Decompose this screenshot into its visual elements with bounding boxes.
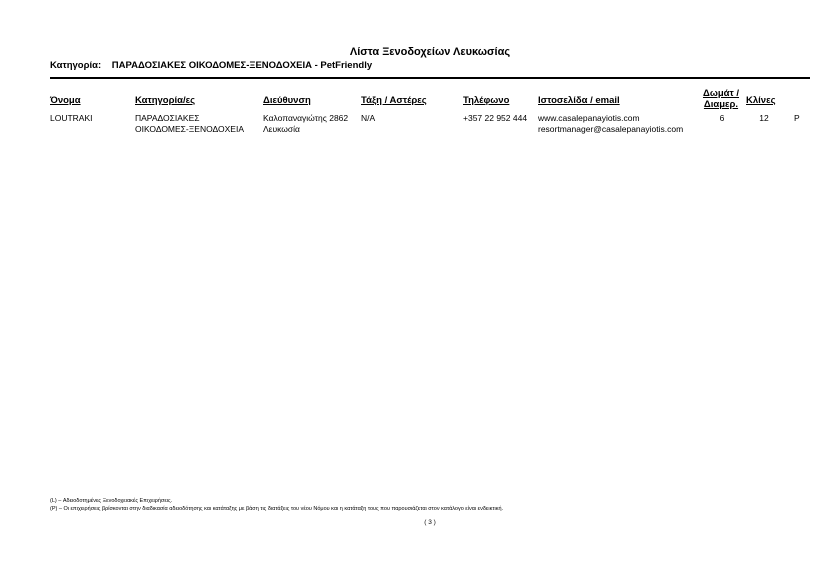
header-name: Όνομα [50,95,81,106]
row-website: www.casalepanayiotis.com [538,113,640,123]
row-category [135,113,244,135]
footnote-l: (L) – Αδειοδοτημένες Ξενοδοχειακές Επιχειρήσεις. [50,498,173,504]
category-label: Κατηγορία: [50,60,102,71]
row-name: LOUTRAKI [50,113,93,123]
footnotes [50,497,503,513]
row-rooms: 6 [719,113,725,123]
row-contact [538,113,683,135]
row-beds: 12 [759,113,769,123]
header-website: Ιστοσελίδα / email [538,95,620,106]
header-address: Διεύθυνση [263,95,311,106]
footnote-p: (P) – Οι επιχειρήσεις βρίσκονται στην διαδικασία αδειοδότησης και κατάταξης με βάση τις διατάξεις του νέου Νόμου και η κατάταξη τους που παρουσιάζεται στον κατάλογο είναι ενδεικτική. [50,506,504,512]
header-beds: Κλίνες [746,95,776,106]
category-line [50,60,372,71]
header-rank: Τάξη / Αστέρες [361,95,427,106]
row-email: resortmanager@casalepanayiotis.com [538,124,684,134]
row-category-line1: ΠΑΡΑΔΟΣΙΑΚΕΣ [135,113,200,123]
page-number: ( 3 ) [424,519,436,526]
header-rooms: Δωμάτ / Διαμερ. [702,88,740,110]
row-phone: +357 22 952 444 [463,113,528,123]
header-category: Κατηγορία/ες [135,95,196,106]
row-address [263,113,348,135]
row-flag: P [794,113,800,123]
row-address-line2: Λευκωσία [263,124,300,134]
row-address-line1: Καλοπαναγιώτης 2862 [263,113,349,123]
header-divider [50,77,810,79]
header-phone: Τηλέφωνο [463,95,510,106]
row-category-line2: ΟΙΚΟΔΟΜΕΣ-ΞΕΝΟΔΟΧΕΙΑ [135,124,245,134]
row-rank: N/A [361,113,376,123]
document-title: Λίστα Ξενοδοχείων Λευκωσίας [349,46,511,58]
category-value: ΠΑΡΑΔΟΣΙΑΚΕΣ ΟΙΚΟΔΟΜΕΣ-ΞΕΝΟΔΟΧΕΙΑ - PetFriendly [111,60,373,71]
